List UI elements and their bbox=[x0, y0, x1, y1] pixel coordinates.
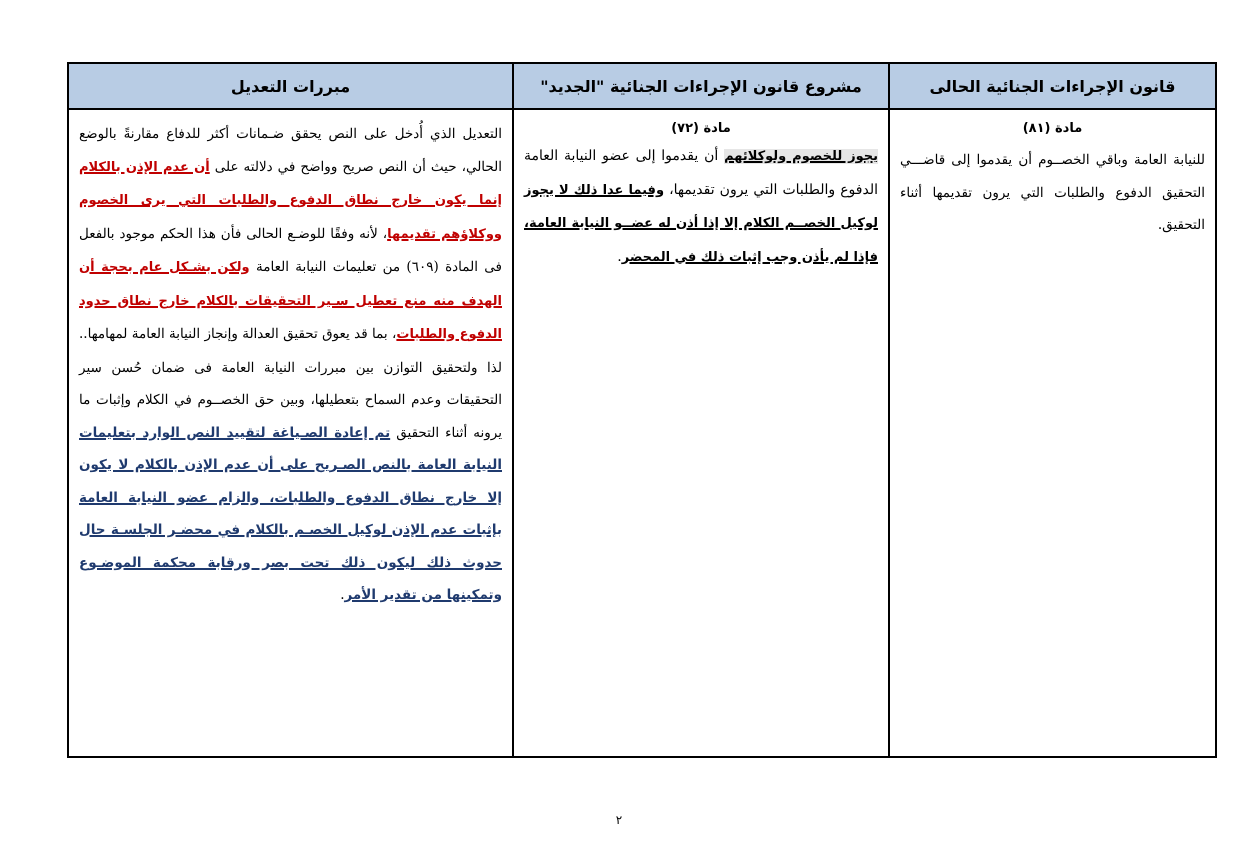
new-draft-text bbox=[524, 140, 878, 274]
justification-text-2: ، لأنه وفقًا للوضـع الحالى فأن هذا الحكم موجود بالفعل فى المادة (٦٠٩) من تعليمات النيابة العامة bbox=[79, 225, 503, 275]
cell-justifications bbox=[68, 109, 513, 757]
table-row bbox=[68, 109, 1216, 757]
article-label: مادة (٨١) bbox=[1022, 121, 1083, 136]
justification-text-3: ، بما قد يعوق تحقيق العدالة وإنجاز النيابة العامة لمهامها.. لذا ولتحقيق التوازن بين مبررات النيابة العامة فى ضمان حُسن سير التحقيقات وعدم السماح بتعطيلها، وبين حق الخصــوم في الكلام وإثبات ما يرونه أثناء التحقيق bbox=[79, 326, 502, 441]
draft-emphasis-2: وفيما عدا ذلك لا يجوز لوكيل الخصــم الكلام إلا إذا أذن له عضــو النيابة العامة، فإذا لم يأذن وجب إثبات ذلك في المحضر bbox=[524, 182, 878, 265]
justification-red-1: أن عدم الإذن بالكلام إنما يكون خارج نطاق الدفوع والطلبات التي يرى الخصوم ووكلاؤهم تقديمها bbox=[79, 159, 502, 242]
table-header-row bbox=[68, 63, 1216, 109]
justifications-text bbox=[79, 118, 502, 612]
comparison-table bbox=[67, 62, 1217, 758]
header-new-draft: مشروع قانون الإجراءات الجنائية "الجديد" bbox=[513, 63, 889, 109]
cell-new-draft bbox=[513, 109, 889, 757]
header-current-law: قانون الإجراءات الجنائية الحالى bbox=[889, 63, 1216, 109]
header-justifications: مبررات التعديل bbox=[68, 63, 513, 109]
article-label: مادة (٧٢) bbox=[671, 121, 731, 136]
cell-current-law bbox=[889, 109, 1216, 757]
draft-text-end: . bbox=[617, 248, 622, 265]
page-number: ٢ bbox=[615, 813, 623, 827]
draft-text-1: أن يقدموا إلى عضو النيابة العامة الدفوع والطلبات التي يرون تقديمها، bbox=[524, 148, 878, 198]
justification-text-1: التعديل الذي أُدخل على النص يحقق ضـمانات أكثر للدفاع مقارنةً بالوضع الحالي، حيث أن النص صريح وواضح في دلالته على bbox=[79, 126, 502, 175]
draft-emphasis-1: يجوز للخصوم ولوكلائهم bbox=[724, 149, 878, 164]
justification-text-end: . bbox=[340, 587, 345, 603]
current-law-text: للنيابة العامة وباقي الخصــوم أن يقدموا إلى قاضـــي التحقيق الدفوع والطلبات التي يرون تقديمها أثناء التحقيق. bbox=[900, 152, 1205, 233]
justification-blue-1: تم إعادة الصـياغة لتقييد النص الوارد بتعليمات النيابة العامة بالنص الصـريح على أن عدم الإذن بالكلام لا يكون إلا خارج نطاق الدفوع والطلبات، والزام عضو النيابة العامة بإثبات عدم الإذن لوكيل الخصـم بالكلام في محضـر الجلسـة حال حدوث ذلك ليكون ذلك تحت بصر ورقابة محكمة الموضـوع وتمكينها من تقدير الأمر bbox=[79, 424, 502, 603]
justification-red-2: ولكن بشـكل عام بحجة أن الهدف منه منع تعطيل سـير التحقيقات بالكلام خارج نطاق حدود الدفوع والطلبات bbox=[79, 260, 502, 342]
